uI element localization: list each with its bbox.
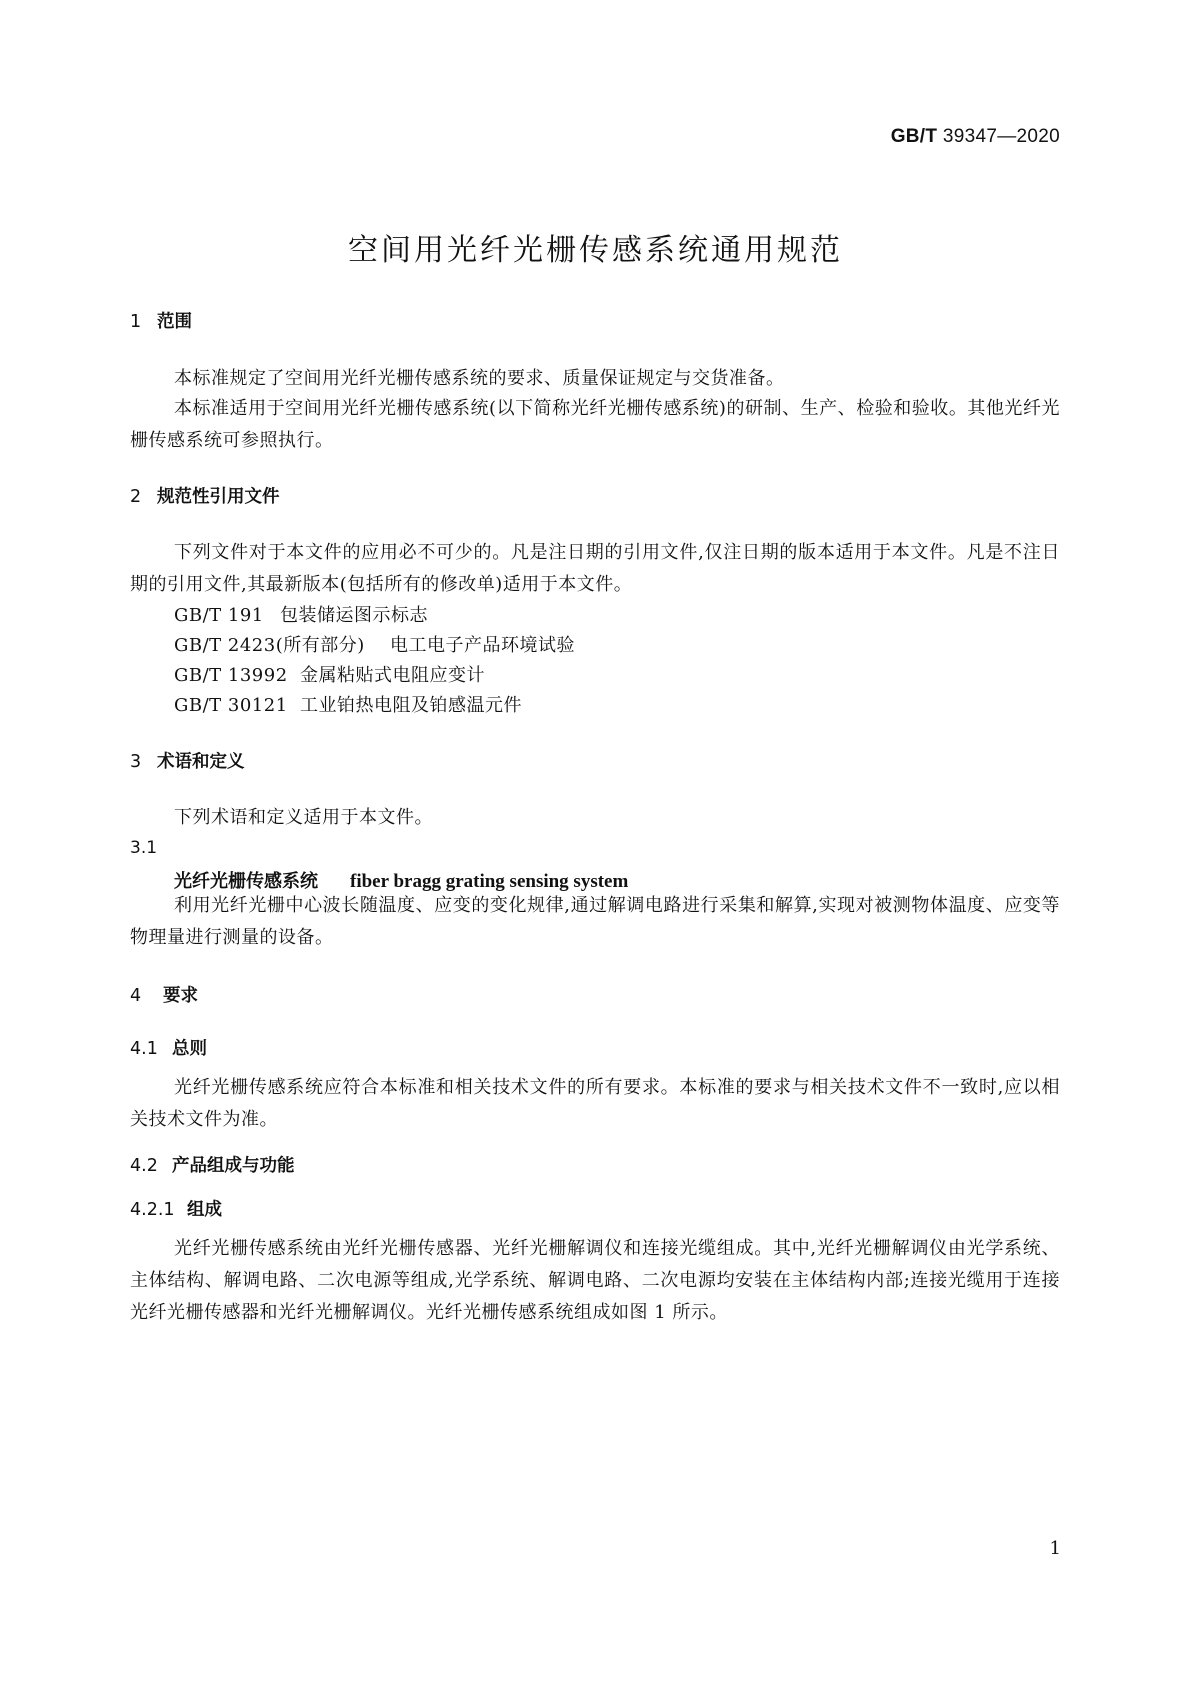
reference-name: 电工电子产品环境试验 xyxy=(390,635,575,656)
section-4-2-1-paragraph: 光纤光栅传感系统由光纤光栅传感器、光纤光栅解调仪和连接光缆组成。其中,光纤光栅解调仪由光学系统、主体结构、解调电路、二次电源等组成,光学系统、解调电路、二次电源均安装在主体结构内部;连接光缆用于连接光纤光栅传感器和光纤光栅解调仪。光纤光栅传感系统组成如图 1 所示。 xyxy=(130,1238,1060,1323)
term-english: fiber bragg grating sensing system xyxy=(350,871,629,892)
section-4-1-paragraph: 光纤光栅传感系统应符合本标准和相关技术文件的所有要求。本标准的要求与相关技术文件不一致时,应以相关技术文件为准。 xyxy=(130,1077,1060,1130)
standard-prefix: GB/T xyxy=(890,126,938,147)
section-1-number: 1 xyxy=(130,312,142,332)
section-4-2-1-number: 4.2.1 xyxy=(130,1200,175,1220)
document-title: 空间用光纤光栅传感系统通用规范 xyxy=(348,233,843,268)
reference-item xyxy=(174,661,485,687)
section-3-paragraph-1: 下列术语和定义适用于本文件。 xyxy=(174,807,433,828)
section-4-1-heading xyxy=(130,1035,207,1060)
section-2-number: 2 xyxy=(130,487,142,507)
section-4-title: 要求 xyxy=(163,986,198,1006)
reference-code: GB/T 13992 xyxy=(174,665,288,686)
section-1-paragraph-2: 本标准适用于空间用光纤光栅传感系统(以下简称光纤光栅传感系统)的研制、生产、检验和验收。其他光纤光栅传感系统可参照执行。 xyxy=(130,398,1060,451)
section-4-heading xyxy=(130,982,198,1007)
section-3-title: 术语和定义 xyxy=(157,752,245,772)
section-1-title: 范围 xyxy=(157,312,192,332)
section-2-paragraph-1: 下列文件对于本文件的应用必不可少的。凡是注日期的引用文件,仅注日期的版本适用于本文件。凡是不注日期的引用文件,其最新版本(包括所有的修改单)适用于本文件。 xyxy=(130,542,1060,595)
section-2-heading xyxy=(130,483,280,508)
standard-code xyxy=(891,126,1060,148)
section-4-2-title: 产品组成与功能 xyxy=(172,1156,295,1176)
reference-name: 工业铂热电阻及铂感温元件 xyxy=(300,695,522,716)
section-4-1-number: 4.1 xyxy=(130,1039,158,1059)
section-1-paragraph-1: 本标准规定了空间用光纤光栅传感系统的要求、质量保证规定与交货准备。 xyxy=(174,368,785,389)
term-number: 3.1 xyxy=(130,838,158,858)
reference-code: GB/T 191 xyxy=(174,605,264,626)
reference-code: GB/T 30121 xyxy=(174,695,288,716)
reference-code: GB/T 2423(所有部分) xyxy=(174,635,365,656)
reference-item xyxy=(174,631,575,657)
page-number: 1 xyxy=(1049,1538,1061,1559)
section-4-2-1-title: 组成 xyxy=(187,1200,222,1220)
section-1-heading xyxy=(130,308,192,333)
reference-name: 包装储运图示标志 xyxy=(280,605,428,626)
section-3-heading xyxy=(130,748,245,773)
section-4-2-number: 4.2 xyxy=(130,1156,158,1176)
term-chinese: 光纤光栅传感系统 xyxy=(174,871,318,892)
section-4-number: 4 xyxy=(130,986,142,1006)
section-2-title: 规范性引用文件 xyxy=(157,487,280,507)
standard-number: 39347—2020 xyxy=(942,126,1060,147)
reference-item xyxy=(174,691,522,717)
term-definition: 利用光纤光栅中心波长随温度、应变的变化规律,通过解调电路进行采集和解算,实现对被测物体温度、应变等物理量进行测量的设备。 xyxy=(130,895,1060,948)
reference-item xyxy=(174,601,428,627)
section-4-2-heading xyxy=(130,1152,295,1177)
section-4-1-title: 总则 xyxy=(172,1039,207,1059)
section-3-number: 3 xyxy=(130,752,142,772)
reference-name: 金属粘贴式电阻应变计 xyxy=(300,665,485,686)
section-4-2-1-heading xyxy=(130,1196,222,1221)
